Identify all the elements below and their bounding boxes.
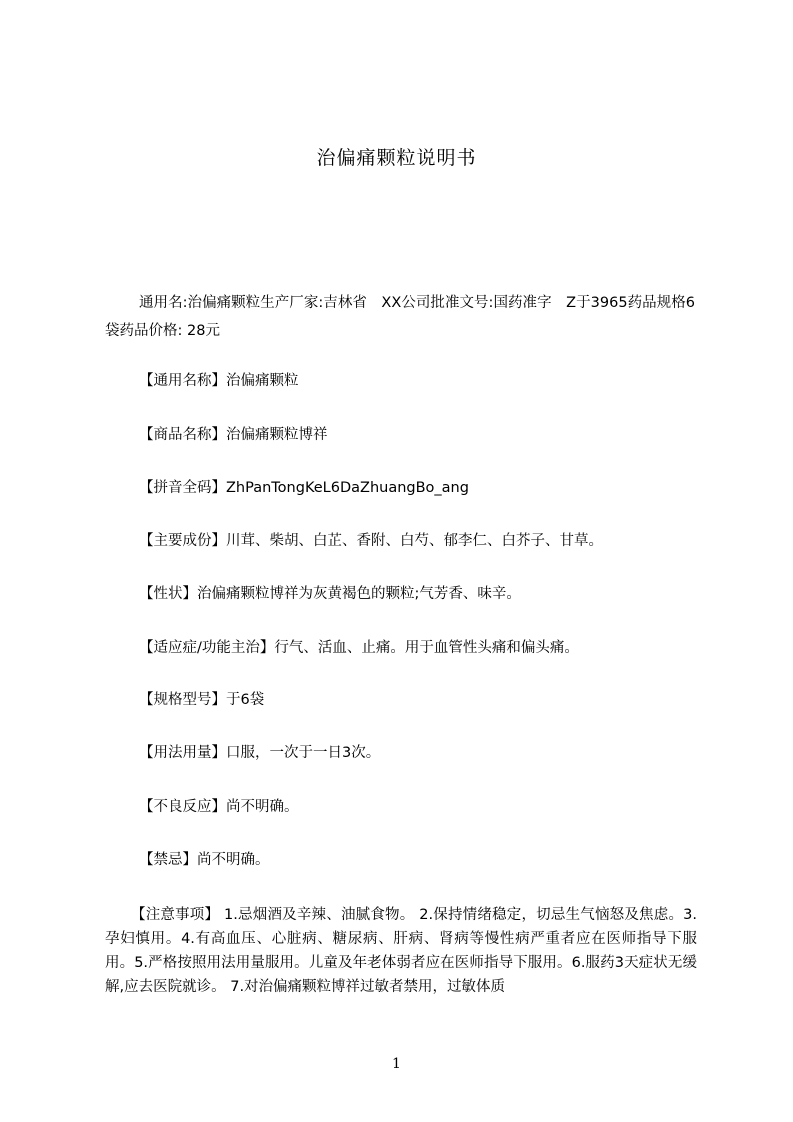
field-label: 【用法用量】 <box>139 745 226 761</box>
field-label: 【规格型号】 <box>139 692 226 708</box>
document-title: 治偏痛颗粒说明书 <box>316 147 477 169</box>
intro-paragraph: 通用名:治偏痛颗粒生产厂家:吉林省 XX公司批准文号:国药准字 Z于3965药品规格6袋药品价格: 28元 <box>105 295 695 339</box>
field-dosage <box>139 743 380 763</box>
field-value: 川茸、柴胡、白芷、香附、白芍、郁李仁、白芥子、甘草。 <box>226 533 603 549</box>
field-indications <box>139 638 579 658</box>
field-label: 【通用名称】 <box>139 373 226 389</box>
field-value: 行气、活血、止痛。用于血管性头痛和偏头痛。 <box>274 640 579 656</box>
field-value: 治偏痛颗粒 <box>226 373 299 389</box>
page-number: 1 <box>392 1056 401 1072</box>
precautions-text: 1.忌烟酒及辛辣、油腻食物。 2.保持情绪稳定，切忌生气恼怒及焦虑。3.孕妇慎用。4.有高血压、心脏病、糖尿病、肝病、肾病等慢性病严重者应在医师指导下服用。5.严格按照用法用量服用。儿童及年老体弱者应在医师指导下服用。6.服药3天症状无缓解,应去医院就诊。 7.对治偏痛颗粒博祥过敏者禁用，过敏体质 <box>105 907 697 995</box>
field-trade-name <box>139 425 328 445</box>
field-value: 治偏痛颗粒博祥 <box>226 427 328 443</box>
field-label: 【适应症/功能主治】 <box>139 640 275 656</box>
field-value: 尚不明确。 <box>197 852 270 868</box>
field-label: 【性状】 <box>139 586 197 602</box>
field-value: 口服，一次于一日3次。 <box>226 745 381 761</box>
field-label: 【禁忌】 <box>139 852 197 868</box>
field-generic-name <box>139 371 299 391</box>
field-pinyin <box>139 478 469 498</box>
field-label: 【不良反应】 <box>139 799 226 815</box>
field-ingredients <box>139 531 603 551</box>
field-specification <box>139 690 264 710</box>
field-contraindications <box>139 850 270 870</box>
field-adverse-reactions <box>139 797 299 817</box>
precautions-label: 【注意事项】 <box>131 907 220 923</box>
field-label: 【商品名称】 <box>139 427 226 443</box>
precautions-paragraph <box>105 903 697 999</box>
field-description <box>139 584 521 604</box>
field-value: 治偏痛颗粒博祥为灰黄褐色的颗粒;气芳香、味辛。 <box>197 586 521 602</box>
field-value: 于6袋 <box>226 692 265 708</box>
field-value: 尚不明确。 <box>226 799 299 815</box>
field-value: ZhPanTongKeL6DaZhuangBo_ang <box>226 480 469 496</box>
field-label: 【主要成份】 <box>139 533 226 549</box>
field-label: 【拼音全码】 <box>139 480 226 496</box>
